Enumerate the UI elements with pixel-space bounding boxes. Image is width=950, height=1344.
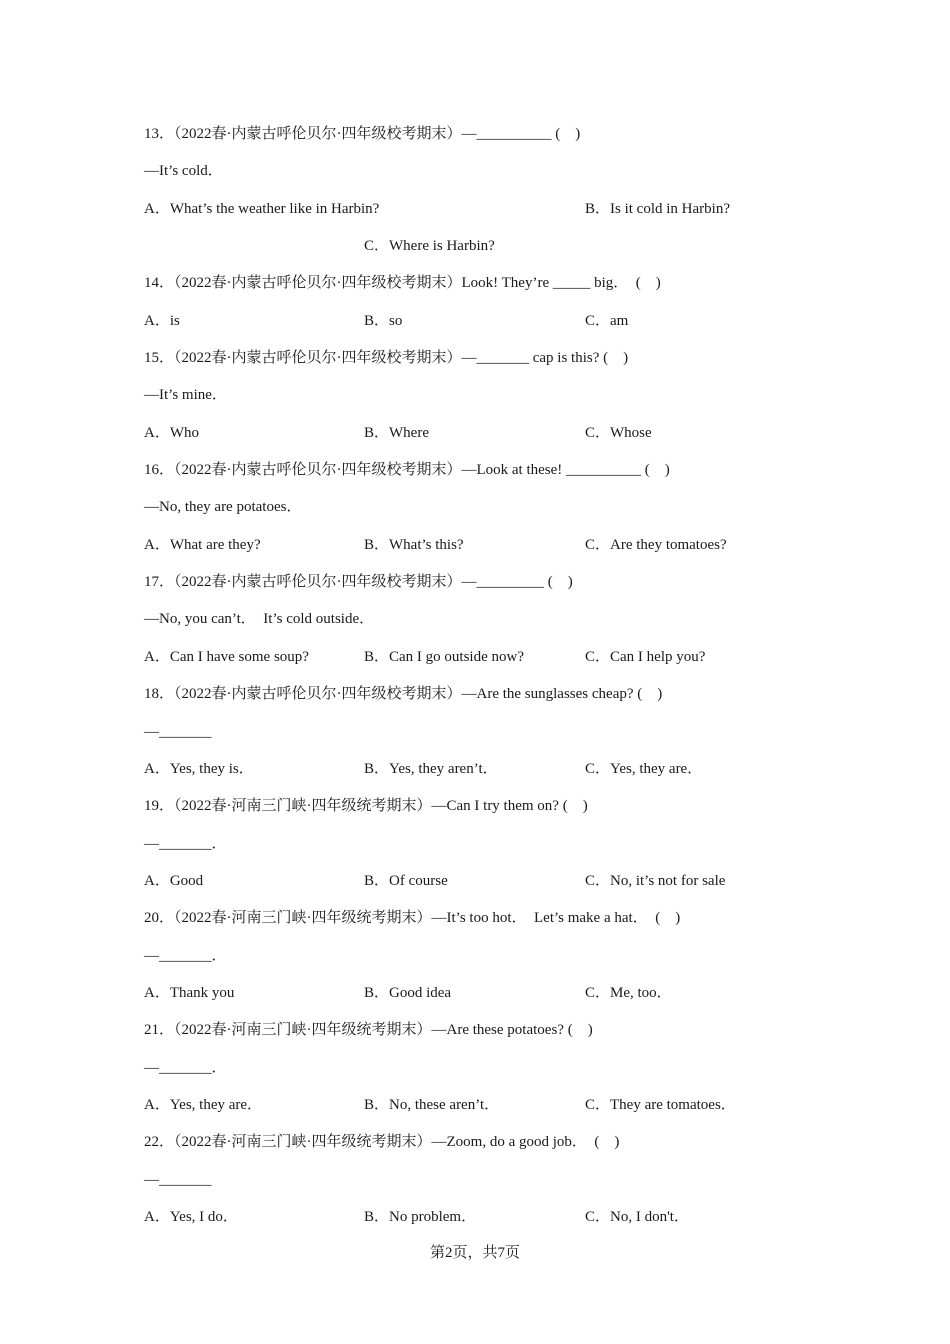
question-16-option-a: A．What are they?: [144, 537, 261, 553]
question-14-stem: 14．（2022春·内蒙古呼伦贝尔·四年级校考期末）Look! They’re _____ big． ( ): [144, 275, 661, 291]
question-19-stem: 19．（2022春·河南三门峡·四年级统考期末）—Can I try them on? ( ): [144, 798, 588, 814]
question-21-line: —_______．: [144, 1060, 227, 1076]
question-22-option-a: A．Yes, I do．: [144, 1209, 238, 1225]
question-21-option-c: C．They are tomatoes．: [585, 1097, 736, 1113]
question-21-stem: 21．（2022春·河南三门峡·四年级统考期末）—Are these potatoes? ( ): [144, 1022, 593, 1038]
question-20-option-a: A．Thank you: [144, 985, 235, 1001]
question-14-option-b: B．so: [364, 313, 403, 329]
question-18-option-b: B．Yes, they aren’t．: [364, 761, 498, 777]
question-20-option-c: C．Me, too．: [585, 985, 672, 1001]
question-15-line: —It’s mine．: [144, 387, 227, 403]
question-13-line: —It’s cold．: [144, 163, 223, 179]
question-15-stem: 15．（2022春·内蒙古呼伦贝尔·四年级校考期末）—_______ cap is this? ( ): [144, 350, 629, 366]
question-22-option-b: B．No problem．: [364, 1209, 477, 1225]
question-22-stem: 22．（2022春·河南三门峡·四年级统考期末）—Zoom, do a good job． ( ): [144, 1134, 620, 1150]
page-footer: 第2页，共7页: [429, 1245, 520, 1261]
question-14-option-c: C．am: [585, 313, 629, 329]
question-19-line: —_______．: [144, 836, 227, 852]
question-17-stem: 17．（2022春·内蒙古呼伦贝尔·四年级校考期末）—_________ ( ): [144, 574, 573, 590]
question-20-option-b: B．Good idea: [364, 985, 452, 1001]
question-16-stem: 16．（2022春·内蒙古呼伦贝尔·四年级校考期末）—Look at these! __________ ( ): [144, 462, 670, 478]
question-18-line: —_______: [144, 724, 212, 740]
question-18-option-a: A．Yes, they is．: [144, 761, 254, 777]
question-17-option-b: B．Can I go outside now?: [364, 649, 524, 665]
question-13-option-a: A．What’s the weather like in Harbin?: [144, 201, 380, 217]
question-16-option-c: C．Are they tomatoes?: [585, 537, 727, 553]
question-17-option-a: A．Can I have some soup?: [144, 649, 309, 665]
question-18-option-c: C．Yes, they are．: [585, 761, 703, 777]
question-17-line: —No, you can’t． It’s cold outside．: [144, 611, 375, 627]
question-20-stem: 20．（2022春·河南三门峡·四年级统考期末）—It’s too hot． Let’s make a hat． ( ): [144, 910, 681, 926]
question-15-option-c: C．Whose: [585, 425, 652, 441]
question-13-option-c: C．Where is Harbin?: [364, 238, 495, 254]
question-16-line: —No, they are potatoes．: [144, 499, 302, 515]
question-16-option-b: B．What’s this?: [364, 537, 464, 553]
question-19-option-c: C．No, it’s not for sale: [585, 873, 726, 889]
question-22-option-c: C．No, I don't．: [585, 1209, 689, 1225]
question-19-option-a: A．Good: [144, 873, 204, 889]
question-14-option-a: A．is: [144, 313, 180, 329]
question-22-line: —_______: [144, 1172, 212, 1188]
question-13-option-b: B．Is it cold in Harbin?: [585, 201, 730, 217]
question-19-option-b: B．Of course: [364, 873, 448, 889]
question-15-option-b: B．Where: [364, 425, 429, 441]
question-17-option-c: C．Can I help you?: [585, 649, 706, 665]
question-13-stem: 13．（2022春·内蒙古呼伦贝尔·四年级校考期末）—__________ ( ): [144, 126, 581, 142]
question-18-stem: 18．（2022春·内蒙古呼伦贝尔·四年级校考期末）—Are the sunglasses cheap? ( ): [144, 686, 663, 702]
question-20-line: —_______．: [144, 948, 227, 964]
question-21-option-a: A．Yes, they are．: [144, 1097, 263, 1113]
question-15-option-a: A．Who: [144, 425, 199, 441]
question-21-option-b: B．No, these aren’t．: [364, 1097, 500, 1113]
